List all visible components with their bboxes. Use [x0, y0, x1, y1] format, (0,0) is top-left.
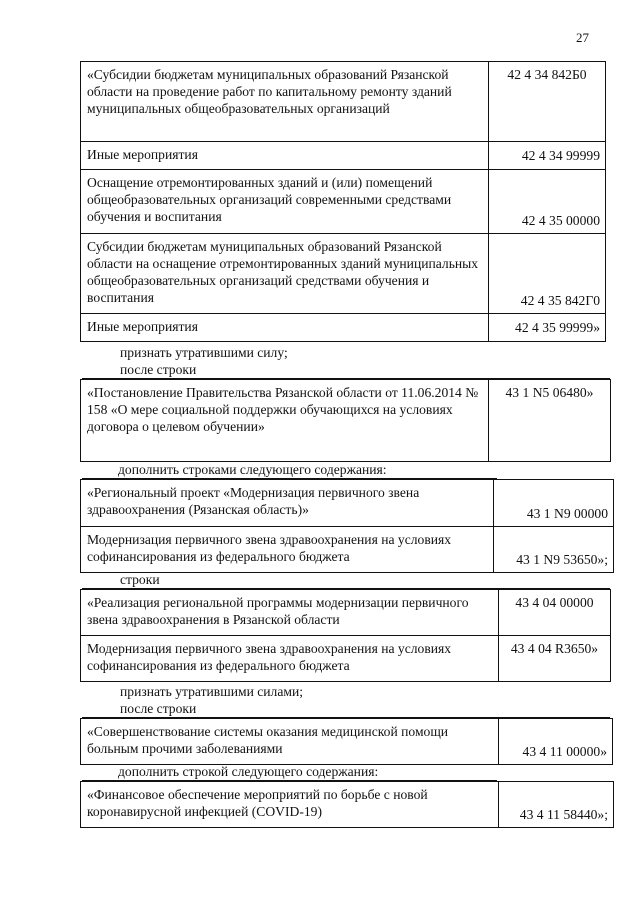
- budget-code-table-5: [80, 718, 613, 765]
- row-code: 43 1 N9 53650»;: [494, 527, 614, 573]
- table-row: [81, 636, 611, 682]
- row-code: 43 1 N5 06480»: [489, 380, 611, 462]
- budget-code-table-2: [80, 379, 611, 462]
- budget-code-table-6: [80, 781, 614, 828]
- row-description: Модернизация первичного звена здравоохранения на условиях софинансирования из федерального бюджета: [81, 527, 494, 573]
- budget-code-table-3: [80, 479, 614, 573]
- row-code: 42 4 35 00000: [489, 170, 606, 234]
- row-code: 42 4 34 99999: [489, 142, 606, 170]
- row-description: Иные мероприятия: [81, 142, 489, 170]
- row-description: «Реализация региональной программы модернизации первичного звена здравоохранения в Рязанской области: [81, 590, 499, 636]
- table-row: [81, 314, 606, 342]
- row-description: «Постановление Правительства Рязанской области от 11.06.2014 № 158 «О мере социальной поддержки обучающихся на условиях договора о целевом обучении»: [81, 380, 489, 462]
- table-row: [81, 590, 611, 636]
- instruction-after-line: после строки: [120, 362, 197, 377]
- row-code: 42 4 35 99999»: [489, 314, 606, 342]
- instruction-after-line-2: после строки: [120, 701, 197, 716]
- budget-code-table-1: [80, 61, 606, 342]
- table-row: [81, 782, 614, 828]
- instruction-lines: строки: [120, 572, 160, 587]
- row-code: 43 4 04 R3650»: [499, 636, 611, 682]
- row-code: 43 1 N9 00000: [494, 480, 614, 527]
- row-description: Модернизация первичного звена здравоохранения на условиях софинансирования из федерального бюджета: [81, 636, 499, 682]
- row-description: Иные мероприятия: [81, 314, 489, 342]
- row-code: 43 4 04 00000: [499, 590, 611, 636]
- row-code: 42 4 34 842Б0: [489, 62, 606, 142]
- row-code: 42 4 35 842Г0: [489, 234, 606, 314]
- row-description: «Региональный проект «Модернизация первичного звена здравоохранения (Рязанская область)»: [81, 480, 494, 527]
- row-description: Оснащение отремонтированных зданий и (или) помещений общеобразовательных организаций современными средствами обучения и воспитания: [81, 170, 489, 234]
- row-code: 43 4 11 00000»: [499, 719, 613, 765]
- table-row: [81, 170, 606, 234]
- row-code: 43 4 11 58440»;: [499, 782, 614, 828]
- budget-code-table-4: [80, 589, 611, 682]
- table-row: [81, 527, 614, 573]
- table-row: [81, 234, 606, 314]
- instruction-recognize-invalid: признать утратившими силу;: [120, 345, 288, 360]
- row-description: «Финансовое обеспечение мероприятий по борьбе с новой коронавирусной инфекцией (COVID-19): [81, 782, 499, 828]
- row-description: «Субсидии бюджетам муниципальных образований Рязанской области на проведение работ по капитальному ремонту зданий муниципальных общеобразовательных организаций: [81, 62, 489, 142]
- instruction-recognize-invalid-2: признать утратившими силами;: [120, 684, 304, 699]
- table-row: [81, 62, 606, 142]
- row-description: Субсидии бюджетам муниципальных образований Рязанской области на оснащение отремонтированных зданий муниципальных общеобразовательных организаций средствами обучения и воспитания: [81, 234, 489, 314]
- instruction-supplement-line: дополнить строкой следующего содержания:: [118, 764, 379, 779]
- table-row: [81, 142, 606, 170]
- table-row: [81, 719, 613, 765]
- table-row: [81, 480, 614, 527]
- table-row: [81, 380, 611, 462]
- page-number: 27: [576, 30, 589, 45]
- row-description: «Совершенствование системы оказания медицинской помощи больным прочими заболеваниями: [81, 719, 499, 765]
- instruction-supplement-lines: дополнить строками следующего содержания:: [118, 462, 387, 477]
